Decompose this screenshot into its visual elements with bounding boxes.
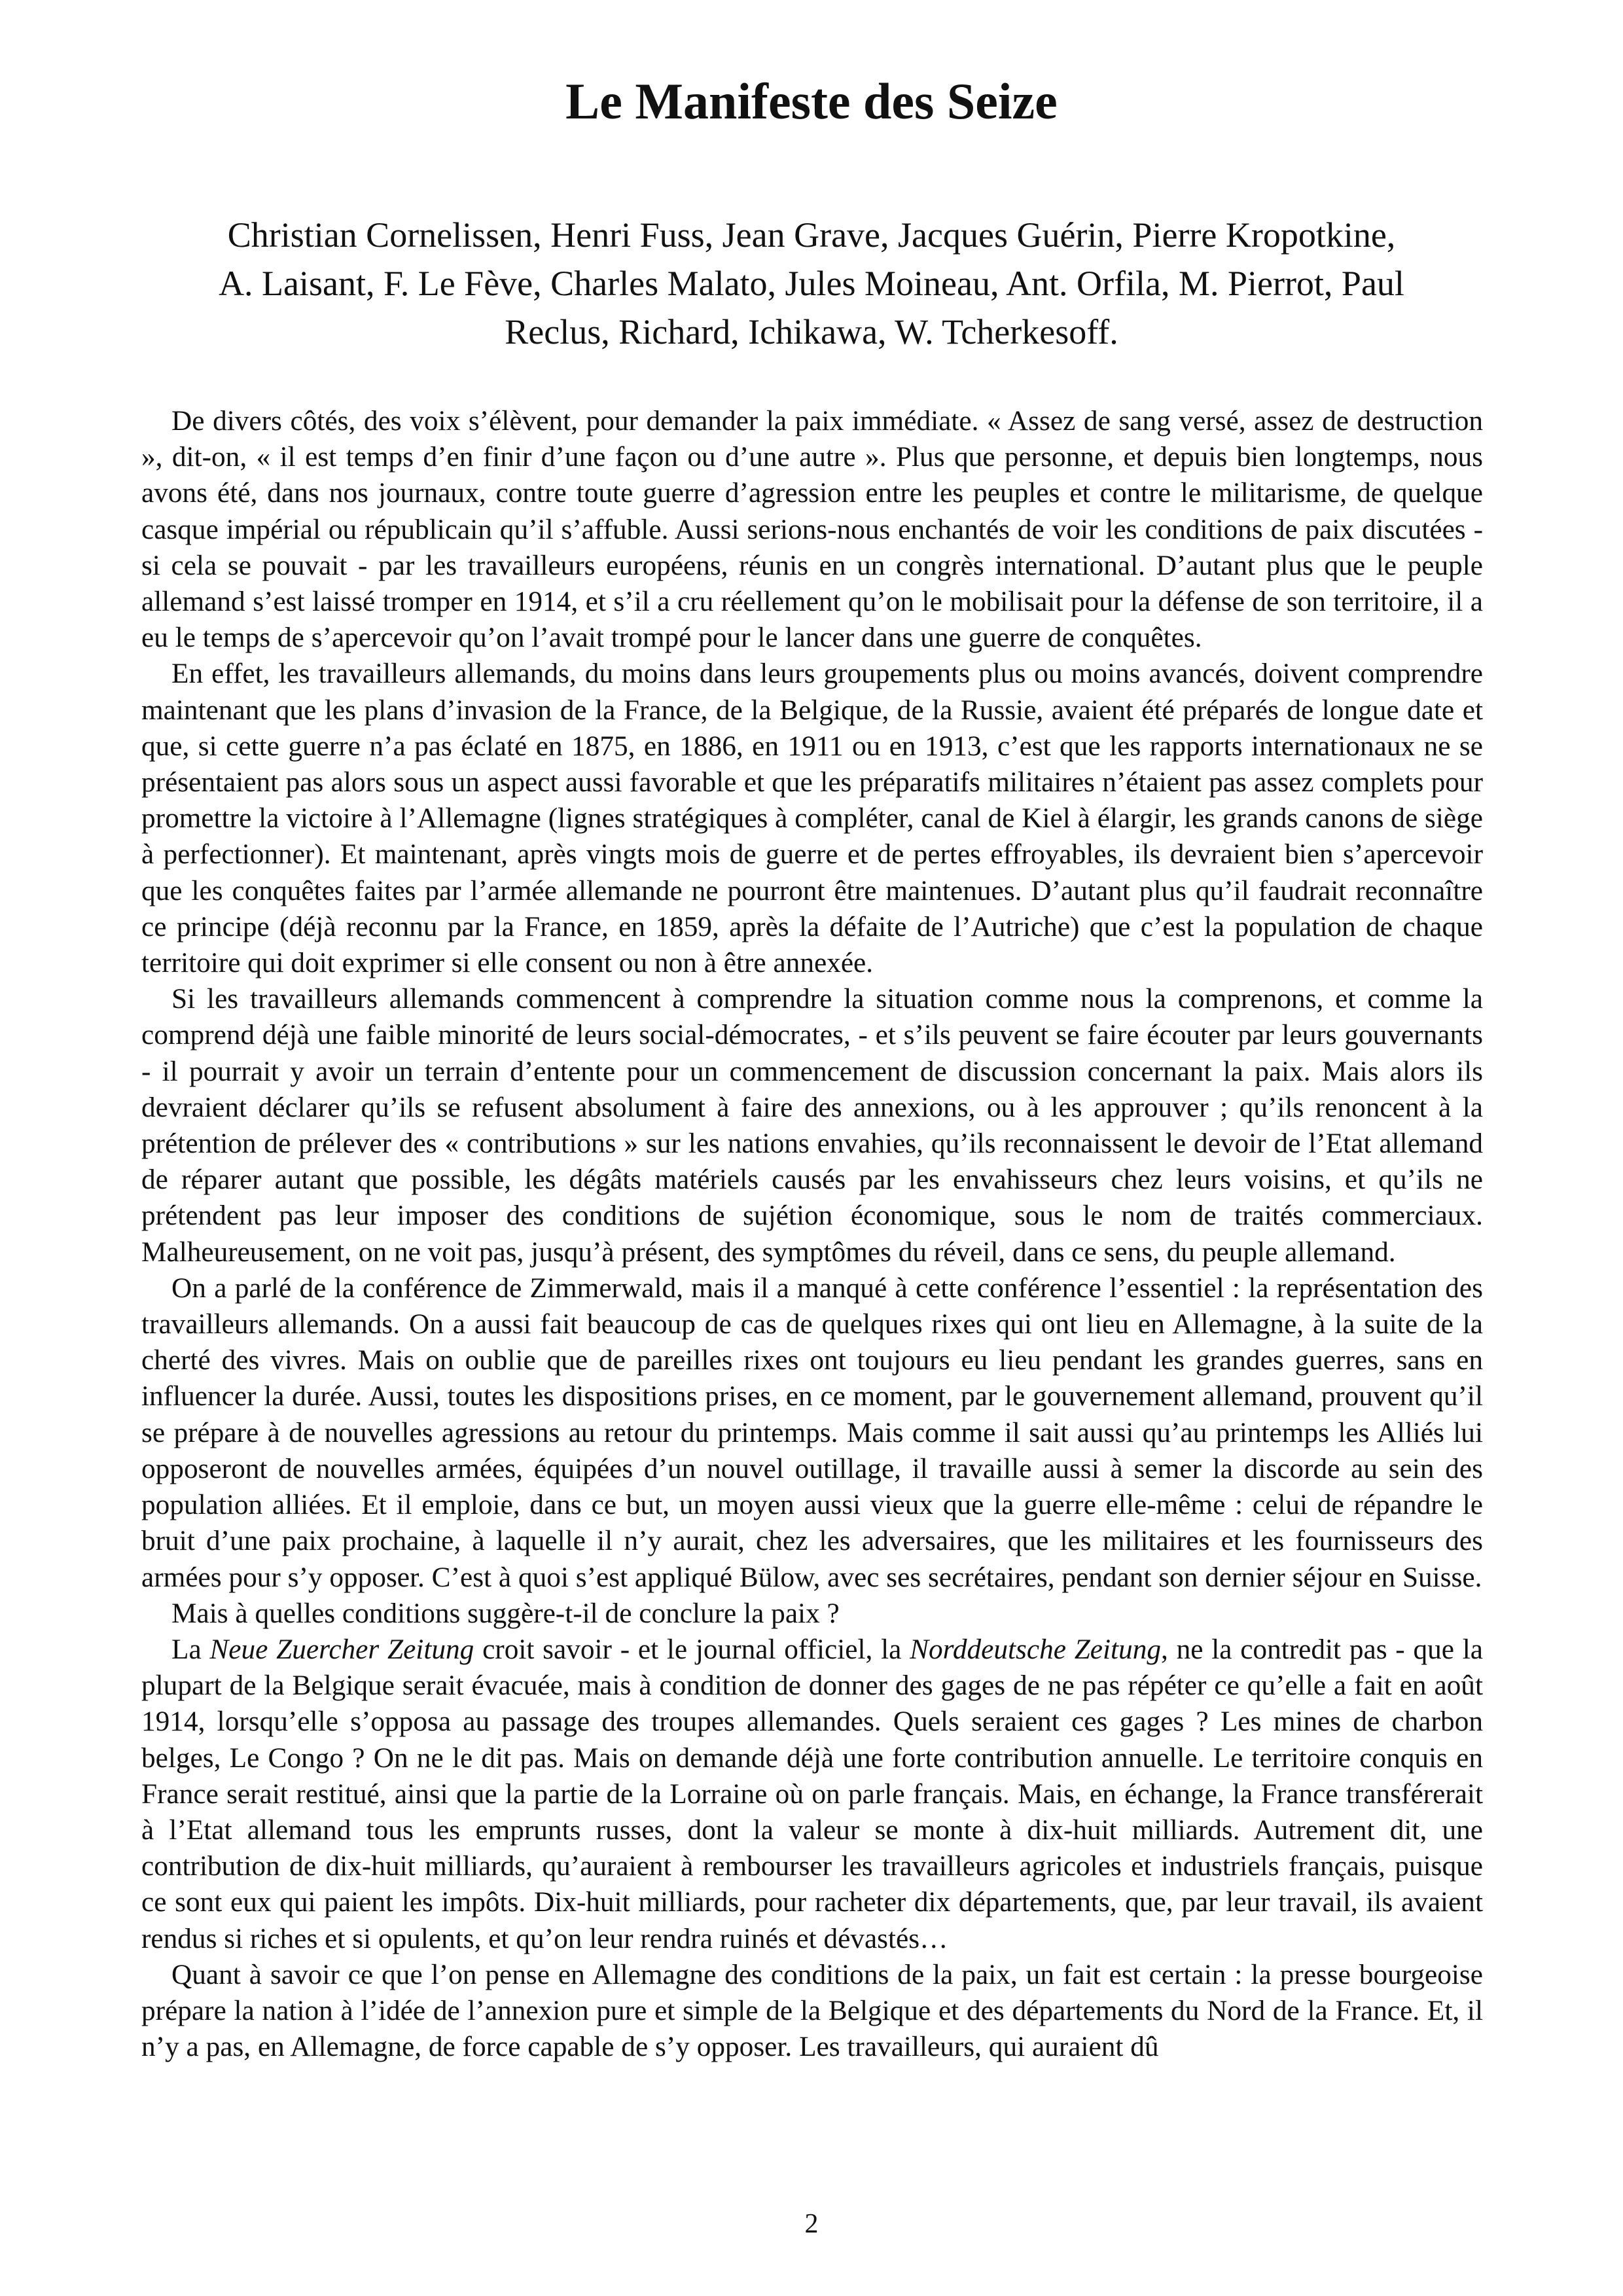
paragraph (141, 1596, 1483, 1632)
text-segment: Mais à quelles conditions suggère-t-il de conclure la paix ? (171, 1597, 840, 1629)
text-segment: De divers côtés, des voix s’élèvent, pour demander la paix immédiate. « Assez de sang versé, assez de destruction », dit-on, « il est temps d’en finir d’une façon ou d’une autre ». Plus que personne, et depuis bien longtemps, nous avons été, dans nos journaux, contre toute guerre d’agression entre les peuples et contre le militarisme, de quelque casque impérial ou républicain qu’il s’affuble. Aussi serions-nous enchantés de voir les conditions de paix discutées - si cela se pouvait - par les travailleurs européens, réunis en un congrès international. D’autant plus que le peuple allemand s’est laissé tromper en 1914, et s’il a cru réellement qu’on le mobilisait pour la défense de son territoire, il a eu le temps de s’apercevoir qu’on l’avait trompé pour le lancer dans une guerre de conquêtes. (141, 405, 1483, 654)
paragraph (141, 1270, 1483, 1596)
document-title: Le Manifeste des Seize (565, 73, 1058, 130)
paragraph (141, 1957, 1483, 2066)
text-segment: En effet, les travailleurs allemands, du moins dans leurs groupements plus ou moins avancés, doivent comprendre maintenant que les plans d’invasion de la France, de la Belgique, de la Russie, avaient été préparés de longue date et que, si cette guerre n’a pas éclaté en 1875, en 1886, en 1911 ou en 1913, c’est que les rapports internationaux ne se présentaient pas alors sous un aspect aussi favorable et que les préparatifs militaires n’étaient pas assez complets pour promettre la victoire à l’Allemagne (lignes stratégiques à compléter, canal de Kiel à élargir, les grands canons de siège à perfectionner). Et maintenant, après vingts mois de guerre et de pertes effroyables, ils devraient bien s’apercevoir que les conquêtes faites par l’armée allemande ne pourront être maintenues. D’autant plus qu’il faudrait reconnaître ce principe (déjà reconnu par la France, en 1859, après la défaite de l’Autriche) que c’est la population de chaque territoire qui doit exprimer si elle consent ou non à être annexée. (141, 658, 1483, 979)
text-segment: On a parlé de la conférence de Zimmerwald, mais il a manqué à cette conférence l’essentiel : la représentation des travailleurs allemands. On a aussi fait beaucoup de cas de quelques rixes qui ont lieu en Allemagne, à la suite de la cherté des vivres. Mais on oublie que de pareilles rixes ont toujours eu lieu pendant les grandes guerres, sans en influencer la durée. Aussi, toutes les dispositions prises, en ce moment, par le gouvernement allemand, prouvent qu’il se prépare à de nouvelles agressions au retour du printemps. Mais comme il sait aussi qu’au printemps les Alliés lui opposeront de nouvelles armées, équipées d’un nouvel outillage, il travaille aussi à semer la discorde au sein des population alliées. Et il emploie, dans ce but, un moyen aussi vieux que la guerre elle-même : celui de répandre le bruit d’une paix prochaine, à laquelle il n’y aurait, chez les adversaires, que les militaires et les fournisseurs des armées pour s’y opposer. C’est à quoi s’est appliqué Bülow, avec ses secrétaires, pendant son dernier séjour en Suisse. (141, 1272, 1483, 1593)
paragraph (141, 403, 1483, 656)
text-segment: Si les travailleurs allemands commencent à comprendre la situation comme nous la comprenons, et comme la comprend déjà une faible minorité de leurs social-démocrates, - et s’ils peuvent se faire écouter par leurs gouvernants - il pourrait y avoir un terrain d’entente pour un commencement de discussion concernant la paix. Mais alors ils devraient déclarer qu’ils se refusent absolument à faire des annexions, ou à les approuver ; qu’ils renoncent à la prétention de prélever des « contributions » sur les nations envahies, qu’ils reconnaissent le devoir de l’Etat allemand de réparer autant que possible, les dégâts matériels causés par les envahisseurs chez leurs voisins, et qu’ils ne prétendent pas leur imposer des conditions de sujétion économique, sous le nom de traités commerciaux. Malheureusement, on ne voit pas, jusqu’à présent, des symptômes du réveil, dans ce sens, du peuple allemand. (141, 983, 1483, 1268)
italic-title: Norddeutsche Zeitung (910, 1633, 1162, 1665)
text-segment: La (171, 1633, 210, 1665)
text-segment: , ne la contredit pas - que la plupart de la Belgique serait évacuée, mais à condition de donner des gages de ne pas répéter ce qu’elle a fait en août 1914, lorsqu’elle s’opposa au passage des troupes allemandes. Quels seraient ces gages ? Les mines de charbon belges, Le Congo ? On ne le dit pas. Mais on demande déjà une forte contribution annuelle. Le territoire conquis en France serait restitué, ainsi que la partie de la Lorraine où on parle français. Mais, en échange, la France transférerait à l’Etat allemand tous les emprunts russes, dont la valeur se monte à dix-huit milliards. Autrement dit, une contribution de dix-huit milliards, qu’auraient à rembourser les travailleurs agricoles et industriels français, puisque ce sont eux qui paient les impôts. Dix-huit milliards, pour racheter dix départements, que, par leur travail, ils avaient rendus si riches et si opulents, et qu’on leur rendra ruinés et dévastés… (141, 1633, 1483, 1954)
document-body (141, 403, 1483, 2065)
italic-title: Neue Zuercher Zeitung (209, 1633, 474, 1665)
page-number: 2 (804, 2209, 819, 2239)
text-segment: croit savoir - et le journal officiel, la (474, 1633, 910, 1665)
paragraph (141, 656, 1483, 981)
paragraph (141, 1632, 1483, 1957)
author-list: Christian Cornelissen, Henri Fuss, Jean Grave, Jacques Guérin, Pierre Kropotkine, A. Laisant, F. Le Fève, Charles Malato, Jules Moineau, Ant. Orfila, M. Pierrot, Paul Reclus, Richard, Ichikawa, W. Tcherkesoff. (219, 215, 1404, 351)
text-segment: Quant à savoir ce que l’on pense en Allemagne des conditions de la paix, un fait est certain : la presse bourgeoise prépare la nation à l’idée de l’annexion pure et simple de la Belgique et des départements du Nord de la France. Et, il n’y a pas, en Allemagne, de force capable de s’y opposer. Les travailleurs, qui auraient dû (141, 1958, 1483, 2063)
paragraph (141, 981, 1483, 1270)
